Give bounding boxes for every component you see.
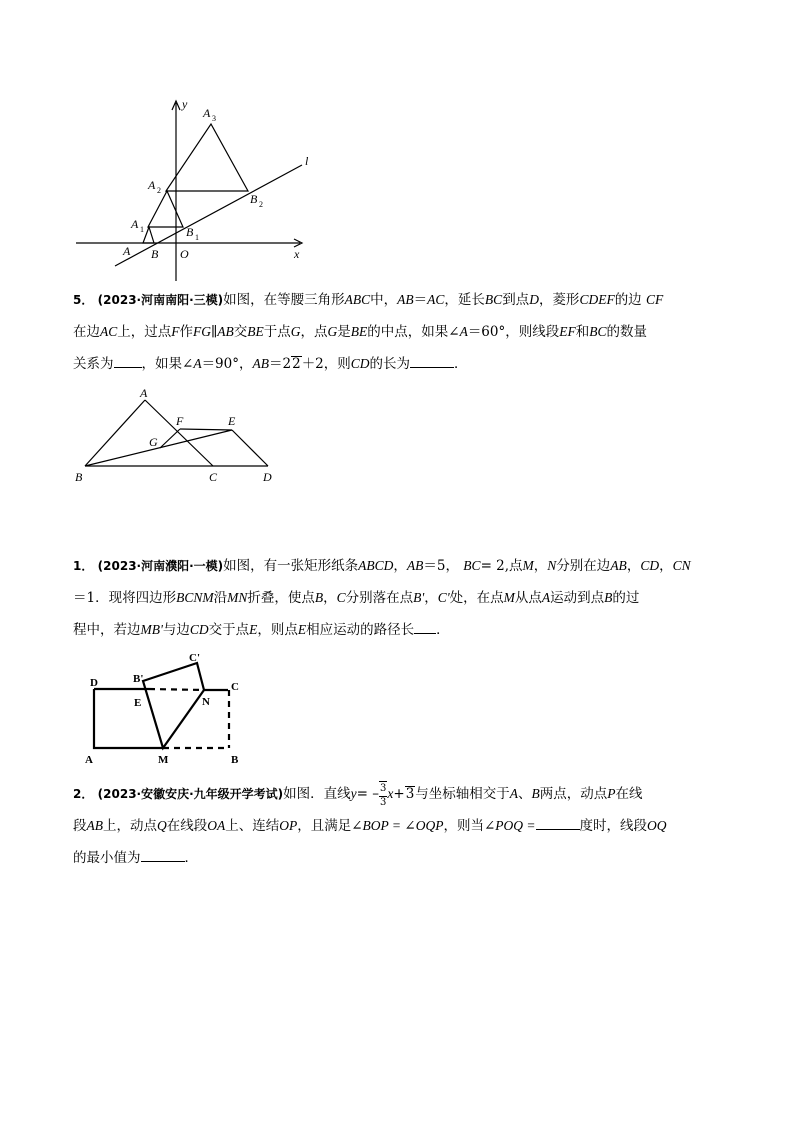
q5-text: 如图，在等腰三角形 — [223, 292, 345, 308]
q5-number: 5． — [73, 293, 94, 307]
label-c-prime: C' — [189, 652, 200, 664]
label-a3-sub: 3 — [212, 114, 216, 123]
q1-math: M — [503, 590, 515, 605]
label-b2-sub: 2 — [259, 200, 263, 209]
q2-math: P — [607, 786, 616, 801]
q2-text: 与坐标轴相交于 — [415, 786, 510, 802]
label-b-prime: B' — [133, 673, 144, 685]
label-f: F — [176, 414, 184, 428]
q2-math: x — [387, 786, 394, 801]
q2-line-1 — [73, 778, 733, 810]
label-g: G — [149, 435, 158, 449]
q5-text: 在边 — [73, 324, 100, 340]
q5-text: ，点 — [300, 324, 328, 340]
label-b1-sub: 1 — [195, 233, 199, 242]
q2-math: ∠BOP = ∠OQP — [351, 818, 444, 833]
sqrt-2: 2 — [292, 356, 301, 372]
q5-text: ＝90°， — [201, 356, 253, 372]
q5-text: 和 — [575, 324, 590, 340]
label-d: D — [263, 470, 272, 484]
q1-text: 分别在边 — [556, 558, 611, 574]
q5-text: 中， — [370, 292, 398, 308]
fraction-denominator: 3 — [380, 797, 387, 808]
q2-text: 在线段 — [166, 818, 208, 834]
q1-text: 如图，有一张矩形纸条 — [223, 558, 359, 574]
q2-math: AB — [86, 818, 103, 833]
q5-text: ＋2，则 — [301, 356, 351, 372]
q5-text: 作 — [179, 324, 194, 340]
q1-math: AB — [610, 558, 627, 573]
label-b: B — [151, 247, 159, 261]
q1-math: C' — [437, 590, 450, 605]
q1-text: 折叠，使点 — [247, 590, 315, 606]
q5-math: AB — [397, 292, 414, 307]
q1-math: BCNM — [176, 590, 214, 605]
q1-text: ， — [323, 590, 337, 606]
q5-text: 到点 — [502, 292, 530, 308]
q2-text: 在线 — [615, 786, 643, 802]
label-c: C — [231, 681, 239, 693]
q5-math: CDEF — [579, 292, 615, 307]
label-n: N — [202, 696, 210, 708]
label-c: C — [209, 470, 218, 484]
label-a: A — [140, 386, 148, 400]
label-b2: B — [250, 192, 258, 206]
answer-blank[interactable] — [536, 815, 580, 830]
q1-text: ， — [533, 558, 548, 574]
q5-text: 的边 — [614, 292, 642, 308]
q1-math: E — [249, 622, 258, 637]
folded-quad-b1-c1-n-m — [143, 663, 204, 748]
q5-math: BE — [350, 324, 368, 339]
q2-line-2 — [73, 810, 733, 842]
q1-text: 处，在点 — [449, 590, 504, 606]
q1-text: ， — [626, 558, 641, 574]
q2-math: OP — [279, 818, 298, 833]
label-l: l — [305, 154, 309, 168]
label-a2-sub: 2 — [157, 186, 161, 195]
q5-text: 于点 — [263, 324, 291, 340]
q5-text: ． — [454, 356, 468, 372]
label-o: O — [180, 247, 189, 261]
q1-source: (2023·河南濮阳·一模) — [97, 559, 224, 573]
q1-math: B — [314, 590, 324, 605]
label-e: E — [134, 697, 142, 709]
q5-text: 的中点，如果∠ — [367, 324, 460, 340]
sqrt-3: 3 — [405, 786, 415, 802]
q2-math: OQ — [647, 818, 667, 833]
q1-math: CD — [189, 622, 209, 637]
q1-text: = 2,点 — [480, 558, 523, 574]
q5-math: A — [459, 324, 468, 339]
q1-text: 相应运动的路径长 — [306, 622, 415, 638]
q2-math: y — [350, 786, 357, 801]
q1-math: N — [547, 558, 557, 573]
q1-math: E — [297, 622, 307, 637]
q2-line-3 — [73, 842, 733, 874]
q2-text: 段 — [73, 818, 87, 834]
q1-text: 从点 — [514, 590, 542, 606]
q5-math: FG∥AB — [193, 324, 234, 339]
q1-number: 1． — [73, 559, 94, 573]
q5-math: A — [193, 356, 202, 371]
q1-math: M — [522, 558, 534, 573]
label-b1: B — [186, 225, 194, 239]
q1-text: ，则点 — [257, 622, 298, 638]
label-a1-sub: 1 — [140, 225, 144, 234]
label-a: A — [85, 754, 93, 766]
q2-text: 、 — [518, 786, 532, 802]
q2-number: 2． — [73, 787, 94, 801]
q5-text: ，如果∠ — [141, 356, 194, 372]
q1-text: 交于点 — [208, 622, 250, 638]
q5-text: ＝60°，则线段 — [467, 324, 560, 340]
q1-math: A — [541, 590, 551, 605]
label-b: B — [231, 754, 239, 766]
q5-text: ，菱形 — [538, 292, 580, 308]
q2-text: ，且满足 — [297, 818, 352, 834]
q2-text: + — [393, 786, 405, 802]
label-x: x — [294, 247, 300, 261]
q1-math: MB' — [140, 622, 163, 637]
q2-text: 上、连结 — [225, 818, 280, 834]
q1-text: 分别落在点 — [345, 590, 414, 606]
label-y: y — [182, 97, 188, 111]
q5-math: BE — [247, 324, 264, 339]
label-a2: A — [148, 178, 156, 192]
q5-source: (2023·河南南阳·三模) — [97, 293, 224, 307]
label-a: A — [123, 244, 131, 258]
segment-dam — [94, 689, 163, 748]
q5-text: 关系为 — [73, 356, 114, 372]
q1-math: B — [604, 590, 613, 605]
q5-math: ABC — [344, 292, 371, 307]
q2-text: 两点，动点 — [539, 786, 608, 802]
q1-math: CD — [640, 558, 660, 573]
q2-text: ． — [184, 850, 198, 866]
q5-text: 上，过点 — [117, 324, 172, 340]
q2-math: ∠POQ = — [483, 818, 536, 833]
q2-text: ，则当 — [443, 818, 484, 834]
q5-text: ＝2 — [269, 356, 292, 372]
q2-text: 上，动点 — [103, 818, 157, 834]
q1-text: 程中，若边 — [73, 622, 141, 638]
q1-math: BC — [463, 558, 481, 573]
label-d: D — [90, 677, 98, 689]
q1-text: ＝5， — [423, 558, 459, 574]
question-2 — [73, 778, 733, 874]
label-e: E — [228, 414, 236, 428]
q2-math: OA — [207, 818, 226, 833]
q5-text: 的数量 — [606, 324, 648, 340]
q1-math: C — [336, 590, 346, 605]
q1-text: 与边 — [162, 622, 190, 638]
q5-math: G — [290, 324, 301, 339]
q2-source: (2023·安徽安庆·九年级开学考试) — [97, 787, 284, 801]
q1-math: B' — [413, 590, 425, 605]
segment-en-dashed — [149, 689, 204, 690]
fraction-numerator: 3 — [380, 783, 387, 794]
q5-math: AC — [427, 292, 445, 307]
label-a1: A — [131, 217, 139, 231]
q5-math: AC — [100, 324, 118, 339]
q1-math: ABCD — [358, 558, 394, 573]
q5-math: AB — [252, 356, 269, 371]
q5-text: 交 — [233, 324, 248, 340]
label-m: M — [158, 754, 169, 766]
q1-text: 沿 — [213, 590, 228, 606]
q1-text: ， — [393, 558, 407, 574]
q5-math: D — [529, 292, 539, 307]
q1-math: MN — [227, 590, 248, 605]
q5-math: G — [327, 324, 338, 339]
q2-text: 的最小值为 — [73, 850, 141, 866]
q1-text: 的过 — [612, 590, 640, 606]
answer-blank[interactable] — [141, 847, 185, 862]
q2-math: A — [509, 786, 519, 801]
q1-text: ， — [659, 558, 673, 574]
q1-text: ＝1．现将四边形 — [73, 590, 177, 606]
q2-math: Q — [157, 818, 167, 833]
q5-text: 的长为 — [369, 356, 411, 372]
q1-text: ， — [424, 590, 438, 606]
q5-math: BC — [484, 292, 503, 307]
q5-math: CD — [350, 356, 370, 371]
label-b: B — [75, 470, 83, 484]
q1-math: AB — [406, 558, 424, 573]
q5-math: CF — [645, 292, 664, 307]
q5-text: 是 — [337, 324, 351, 340]
q5-text: ＝ — [413, 292, 428, 308]
label-a3: A — [203, 106, 211, 120]
q1-text: ． — [436, 622, 450, 638]
q5-math: EF — [559, 324, 576, 339]
q1-math: CN — [672, 558, 691, 573]
q2-math: B — [531, 786, 540, 801]
q5-math: BC — [589, 324, 607, 339]
q2-text: 度时，线段 — [579, 818, 648, 834]
q2-text: 如图．直线 — [283, 786, 351, 802]
q5-text: ，延长 — [444, 292, 485, 308]
q5-math: F — [171, 324, 180, 339]
q1-text: 运动到点 — [550, 590, 605, 606]
q2-text: = – — [356, 786, 380, 802]
